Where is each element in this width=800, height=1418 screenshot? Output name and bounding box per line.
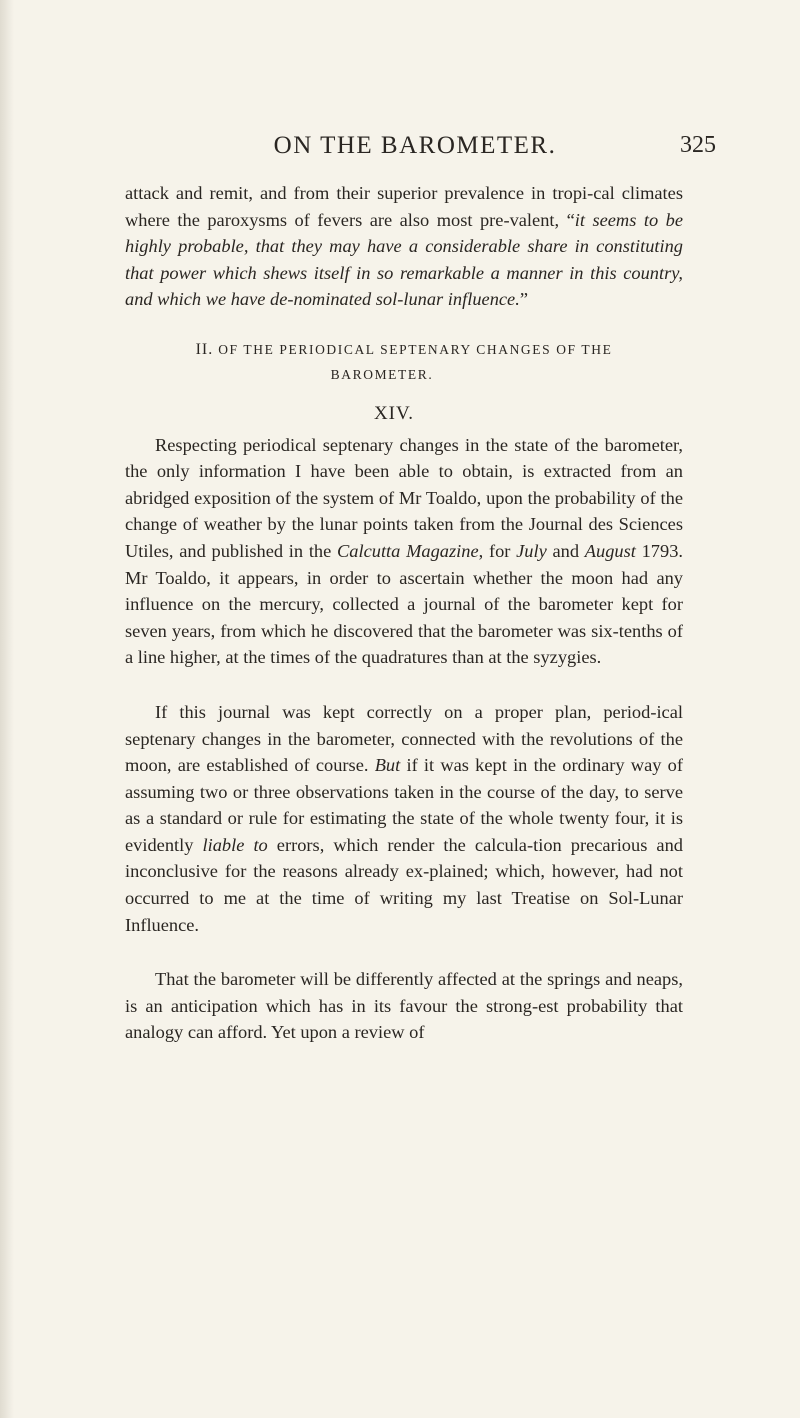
italic-month-july: July xyxy=(516,540,547,561)
italic-liable-to: liable to xyxy=(202,834,268,855)
section-heading xyxy=(125,337,683,387)
italic-but: But xyxy=(374,755,401,776)
paragraph-text: Respecting periodical septenary changes in the state of the barometer, the only information I have been able to obtain, is extracted from an abridged exposition of the system of Mr Toaldo, upon the probability of the change of weather by the lunar points taken from the Journal des Sciences Utiles, and published in the xyxy=(125,434,683,561)
paragraph-text: , for xyxy=(478,540,517,561)
section-title-line-1: OF THE PERIODICAL SEPTENARY CHANGES OF THE xyxy=(218,341,613,357)
paragraph-gap xyxy=(125,671,683,699)
italic-magazine-title: Calcutta Magazine xyxy=(337,540,479,561)
paragraph-text: attack and remit, and from their superior prevalence in tropi-cal climates where the paroxysms of fevers are also most pre-valent, “ xyxy=(125,183,683,230)
paragraph-text: and xyxy=(546,540,585,561)
page-number: 325 xyxy=(680,132,716,158)
running-title: ON THE BAROMETER. xyxy=(273,132,557,159)
section-number: II. xyxy=(195,340,214,358)
paragraph-text: errors, which render the calcula-tion precarious and inconclusive for the reasons already ex-plained; which, however, had not occurred to me at the time of writing my last Treatise on Sol-Lunar Influence. xyxy=(125,834,683,935)
closing-quote: ” xyxy=(519,289,528,310)
page-edge-shadow xyxy=(0,0,14,1418)
paragraph-springs-neaps: That the barometer will be differently affected at the springs and neaps, is an anticipation which has in its favour the strong-est probability that analogy can afford. Yet upon a review of xyxy=(125,969,683,1043)
paragraph-gap xyxy=(125,938,683,966)
italic-month-august: August xyxy=(584,540,636,561)
paragraph-text: 1793. Mr Toaldo, it appears, in order to ascertain whether the moon had any influence on the mercury, collected a journal of the barometer kept for seven years, from which he discovered that the barometer was six-tenths of a line higher, at the times of the quadratures than at the syzygies. xyxy=(125,540,683,668)
paragraph-text: if it was kept in the ordinary way of assuming two or three observations taken in the course of the day, to serve as a standard or rule for estimating the state of the whole twenty four, it is evidently xyxy=(125,755,683,855)
running-head xyxy=(0,132,800,168)
paragraph-continuation xyxy=(125,180,683,313)
text-block xyxy=(125,180,683,1046)
paragraph-text: If this journal was kept correctly on a proper plan, period-ical septenary changes in the barometer, connected with the revolutions of the moon, are established of course. xyxy=(125,701,683,776)
paragraph-journal xyxy=(125,699,683,938)
section-title-line-2: BAROMETER. xyxy=(330,366,434,382)
paragraph-toaldo xyxy=(125,432,683,671)
article-numeral: XIV. xyxy=(373,402,415,424)
quoted-italic-text: it seems to be highly probable, that they may have a considerable share in constituting that power which shews itself in so remarkable a manner in this country, and which we have de-nominated sol-lunar influence. xyxy=(125,209,683,310)
